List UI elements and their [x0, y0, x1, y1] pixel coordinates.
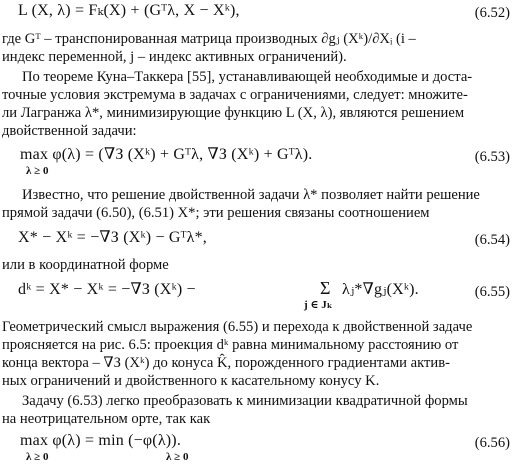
equation-number-6-52: (6.52) [474, 5, 510, 21]
text-line: двойственной задачи: [2, 123, 137, 139]
formula-6-55-right: λⱼ*∇gⱼ(Xᵏ). [342, 281, 419, 298]
summation-sign: Σ [320, 278, 331, 298]
text-line: По теореме Куна–Таккера [55], устанавливающей необходимые и доста- [22, 69, 473, 85]
formula-6-53: max φ(λ) = (∇З (Xᵏ) + Gᵀλ, ∇З (Xᵏ) + Gᵀλ). [20, 146, 313, 163]
text-line: Геометрический смысл выражения (6.55) и перехода к двойственной задаче [2, 319, 473, 335]
text-line: конца вектора – ∇З (Xᵏ) до конуса K̂, порожденного градиентами актив- [2, 355, 450, 371]
text-line: Задачу (6.53) легко преобразовать к минимизации квадратичной формы [22, 393, 468, 409]
equation-number-6-54: (6.54) [474, 232, 510, 248]
formula-6-52: L (X, λ) = Fₖ(X) + (Gᵀλ, X − Xᵏ), [18, 2, 240, 19]
formula-6-53-subscript: λ ≥ 0 [26, 165, 49, 177]
formula-6-55-subscript: j ∈ Jₖ [304, 299, 333, 311]
text-line: на неотрицательном орте, так как [2, 411, 211, 427]
text-line: где Gᵀ – транспонированная матрица производных ∂gⱼ (Xᵏ)/∂Xᵢ (i – [2, 31, 416, 47]
formula-6-55-left: dᵏ = X* − Xᵏ = −∇З (Xᵏ) − [18, 281, 196, 298]
formula-6-56: max φ(λ) = min (−φ(λ)). [20, 432, 182, 449]
text-line: Известно, что решение двойственной задачи λ* позволяет найти решение [22, 187, 480, 203]
formula-6-56-subscript-right: λ ≥ 0 [166, 451, 189, 463]
text-line: или в координатной форме [2, 257, 169, 273]
text-line: ных ограничений и двойственного к касательному конусу K. [2, 373, 380, 389]
equation-number-6-55: (6.55) [474, 284, 510, 300]
text-line: прямой задачи (6.50), (6.51) X*; эти решения связаны соотношением [2, 205, 430, 221]
equation-number-6-53: (6.53) [474, 149, 510, 165]
text-line: индекс переменной, j – индекс активных ограничений). [2, 49, 347, 65]
equation-number-6-56: (6.56) [474, 435, 510, 451]
text-line: ли Лагранжа λ*, минимизирующие функцию L (X, λ), являются решением [2, 105, 465, 121]
text-line: проясняется на рис. 6.5: проекция dᵏ равна минимальному расстоянию от [2, 337, 459, 353]
text-line: точные условия экстремума в задачах с ограничениями, следует: множите- [2, 87, 468, 103]
formula-6-56-subscript-left: λ ≥ 0 [26, 451, 49, 463]
formula-6-54: X* − Xᵏ = −∇З (Xᵏ) − Gᵀλ*, [18, 229, 208, 246]
